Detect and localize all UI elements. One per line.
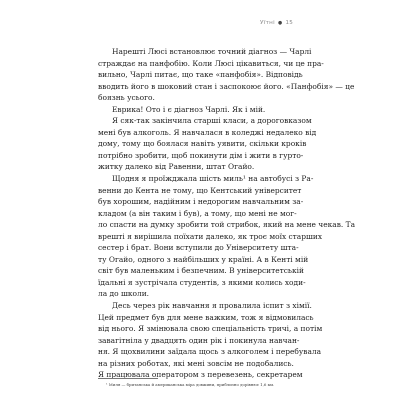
text-line: кладом (а він таким і був), а тому, що мені не мог- (98, 208, 297, 218)
text-line: Цей предмет був для мене важким, тож я відмовилась (98, 312, 314, 322)
text-line: Щодня я проїжджала шість миль¹ на автобусі з Ра- (112, 174, 314, 184)
page-number: 15 (285, 20, 294, 26)
text-line: дому, тому що боялася навіть уявити, скільки кроків (98, 139, 307, 149)
text-line: ло спасти на думку зробити той стрибок, який на мене чекав. Та (98, 220, 356, 230)
text-line: Нарешті Люсі встановлює точний діагноз — Чарлі (112, 47, 312, 56)
chapter-title: Уїтні (260, 20, 275, 26)
running-header (260, 20, 293, 26)
text-line: венни до Кента не тому, що Кентський університет (98, 185, 302, 195)
footnote: ¹ Миля — британська й американська міра довжини, приблизно дорівнює 1,6 км. (106, 382, 275, 387)
text-line: вводить його в шоковий стан і заспокоює його. «Панфобія» — це (98, 81, 355, 91)
paragraph (98, 300, 324, 381)
text-line: на різних роботах, які мені зовсім не подобались. (98, 358, 294, 368)
text-line: вильно, Чарлі питає, що таке «панфобія». Відповідь (98, 70, 303, 80)
text-line: Я сяк-так закінчила старші класи, а дороговказом (112, 116, 312, 126)
paragraph (98, 46, 355, 104)
paragraph (98, 104, 324, 116)
footnote-rule (98, 378, 158, 379)
text-line: завагітніла у двадцять один рік і покинула навчан- (98, 335, 300, 345)
text-line: житку далеко від Равенни, штат Огайо. (98, 162, 255, 172)
text-line: від нього. Я змінювала свою спеціальність тричі, а потім (98, 324, 323, 334)
text-line: ту Огайо, одного з найбільших у країні. А в Кенті мій (98, 254, 309, 264)
text-line: страждає на панфобію. Коли Люсі цікавиться, чи це пра- (98, 58, 324, 68)
text-line: врешті я вирішила поїхати далеко, як троє моїх старших (98, 231, 323, 241)
paragraph (98, 173, 356, 300)
text-line: Еврика! Ото і є діагноз Чарлі. Як і мій. (112, 104, 266, 114)
text-line: світ був маленьким і безпечним. В університетській (98, 266, 304, 276)
body-text (98, 46, 356, 381)
header-bullet-icon: ● (277, 20, 283, 26)
paragraph (98, 115, 324, 173)
text-line: Я працювала оператором з перевезень, секретарем (98, 370, 303, 380)
text-line: потрібно зробити, щоб покинути дім і жити в гурто- (98, 150, 304, 160)
text-line: мені був алкоголь. Я навчалася в коледжі недалеко від (98, 127, 317, 137)
text-line: Десь через рік навчання я провалила іспит з хімії. (112, 301, 312, 311)
text-line: ла до школи. (98, 289, 150, 299)
text-line: сестер і брат. Вони вступили до Університету шта- (98, 243, 299, 253)
text-line: боязнь усього. (98, 93, 155, 103)
text-line: їдальні я зустрічала студентів, з якими колись ходи- (98, 277, 306, 287)
text-line: ня. Я щохвилини заїдала щось з алкоголем і перебувала (98, 347, 322, 357)
text-line: був хорошим, надійним і недорогим навчальним за- (98, 197, 304, 207)
